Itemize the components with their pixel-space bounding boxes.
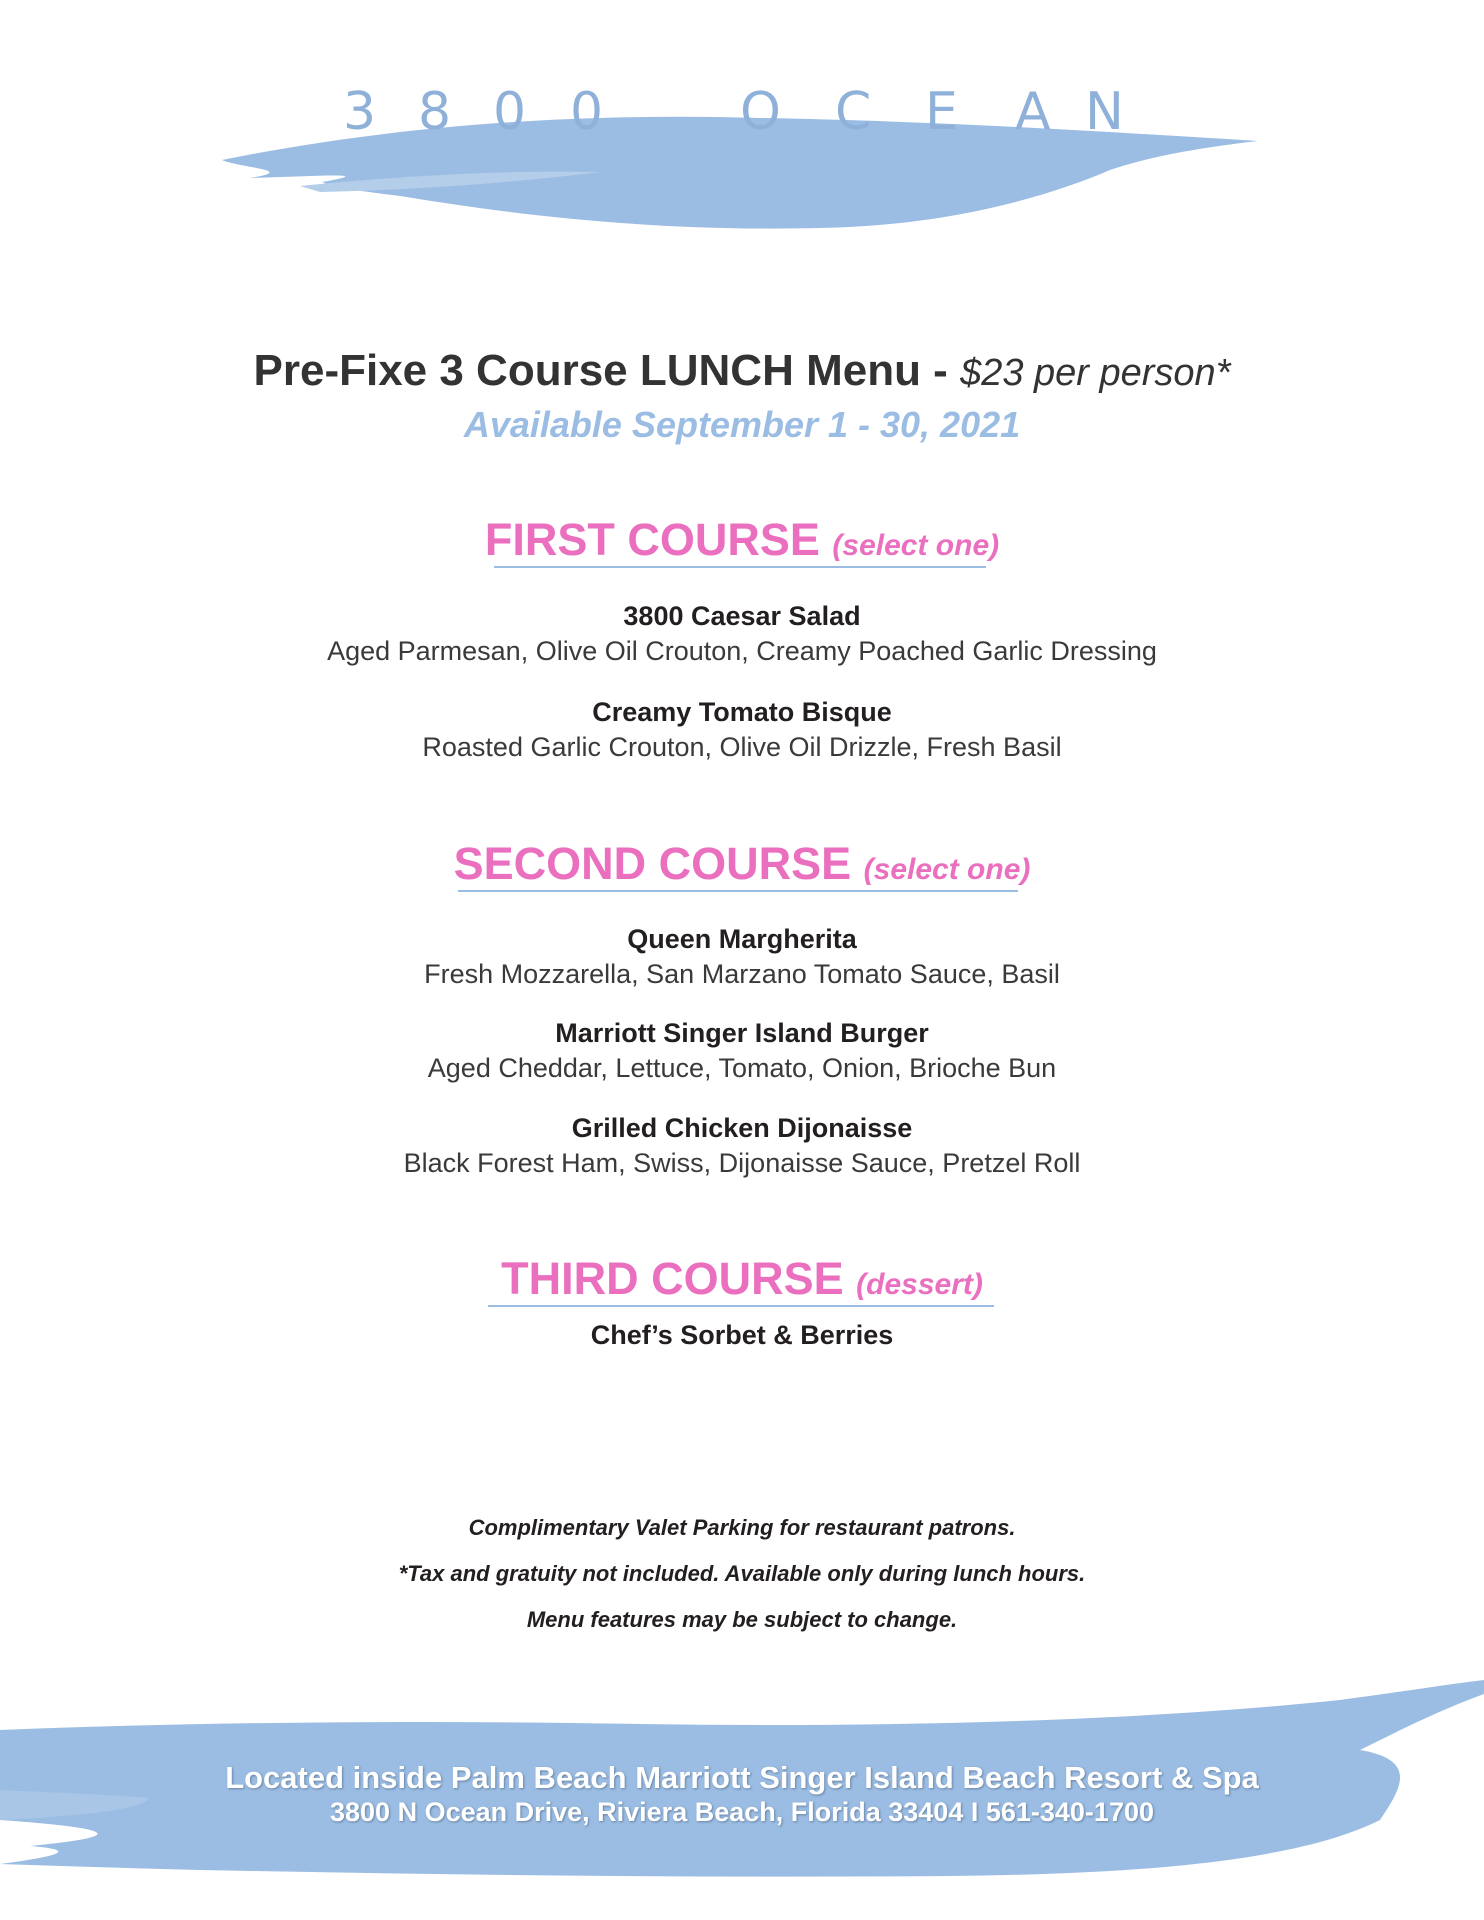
- menu-item-name: Marriott Singer Island Burger: [555, 1018, 929, 1048]
- menu-price: $23 per person*: [960, 352, 1231, 394]
- logo-letter: 3: [343, 82, 377, 142]
- menu-title: [0, 346, 1484, 396]
- logo-letter: C: [835, 82, 872, 142]
- footer-location: Located inside Palm Beach Marriott Singer Island Beach Resort & Spa: [225, 1760, 1259, 1795]
- logo-letter: 0: [570, 82, 604, 142]
- third-course-heading: [0, 1253, 1484, 1305]
- availability-dates: Available September 1 - 30, 2021: [463, 404, 1021, 445]
- menu-title-text: Pre-Fixe 3 Course LUNCH Menu -: [253, 346, 961, 395]
- menu-item-name: 3800 Caesar Salad: [623, 601, 861, 631]
- first-course-heading: [0, 514, 1484, 566]
- course-heading-text: FIRST COURSE: [484, 514, 820, 565]
- third-course-underline: [488, 1305, 994, 1307]
- logo-letter: N: [1085, 82, 1124, 142]
- menu-item-description: Aged Cheddar, Lettuce, Tomato, Onion, Brioche Bun: [427, 1053, 1057, 1083]
- logo-letter: A: [1015, 82, 1051, 142]
- second-course-underline: [458, 890, 1018, 892]
- course-heading-note: (select one): [832, 529, 1000, 562]
- course-heading-text: SECOND COURSE: [453, 838, 852, 889]
- tax-note: *Tax and gratuity not included. Available only during lunch hours.: [398, 1561, 1086, 1586]
- menu-item-name: Chef’s Sorbet & Berries: [590, 1320, 894, 1350]
- logo-wordmark: [330, 82, 1130, 152]
- menu-item-name: Creamy Tomato Bisque: [592, 697, 892, 727]
- menu-item-description: Fresh Mozzarella, San Marzano Tomato Sauce, Basil: [424, 959, 1060, 989]
- footer-address: 3800 N Ocean Drive, Riviera Beach, Florida 33404 I 561-340-1700: [330, 1797, 1154, 1827]
- logo-letter: 8: [418, 82, 452, 142]
- course-heading-note: (dessert): [856, 1268, 983, 1301]
- menu-item-name: Queen Margherita: [627, 924, 857, 954]
- second-course-heading: [0, 838, 1484, 890]
- first-course-underline: [494, 566, 986, 568]
- course-heading-note: (select one): [863, 853, 1031, 886]
- menu-item-description: Black Forest Ham, Swiss, Dijonaisse Sauce, Pretzel Roll: [403, 1148, 1081, 1178]
- logo-letter: O: [740, 82, 781, 142]
- logo-letter: 0: [493, 82, 527, 142]
- menu-item-description: Roasted Garlic Crouton, Olive Oil Drizzle, Fresh Basil: [422, 732, 1062, 762]
- valet-note: Complimentary Valet Parking for restaurant patrons.: [468, 1515, 1016, 1540]
- menu-item-description: Aged Parmesan, Olive Oil Crouton, Creamy Poached Garlic Dressing: [327, 636, 1157, 666]
- course-heading-text: THIRD COURSE: [501, 1253, 844, 1304]
- menu-change-note: Menu features may be subject to change.: [526, 1607, 958, 1632]
- menu-item-name: Grilled Chicken Dijonaisse: [571, 1113, 913, 1143]
- logo-letter: E: [925, 82, 958, 142]
